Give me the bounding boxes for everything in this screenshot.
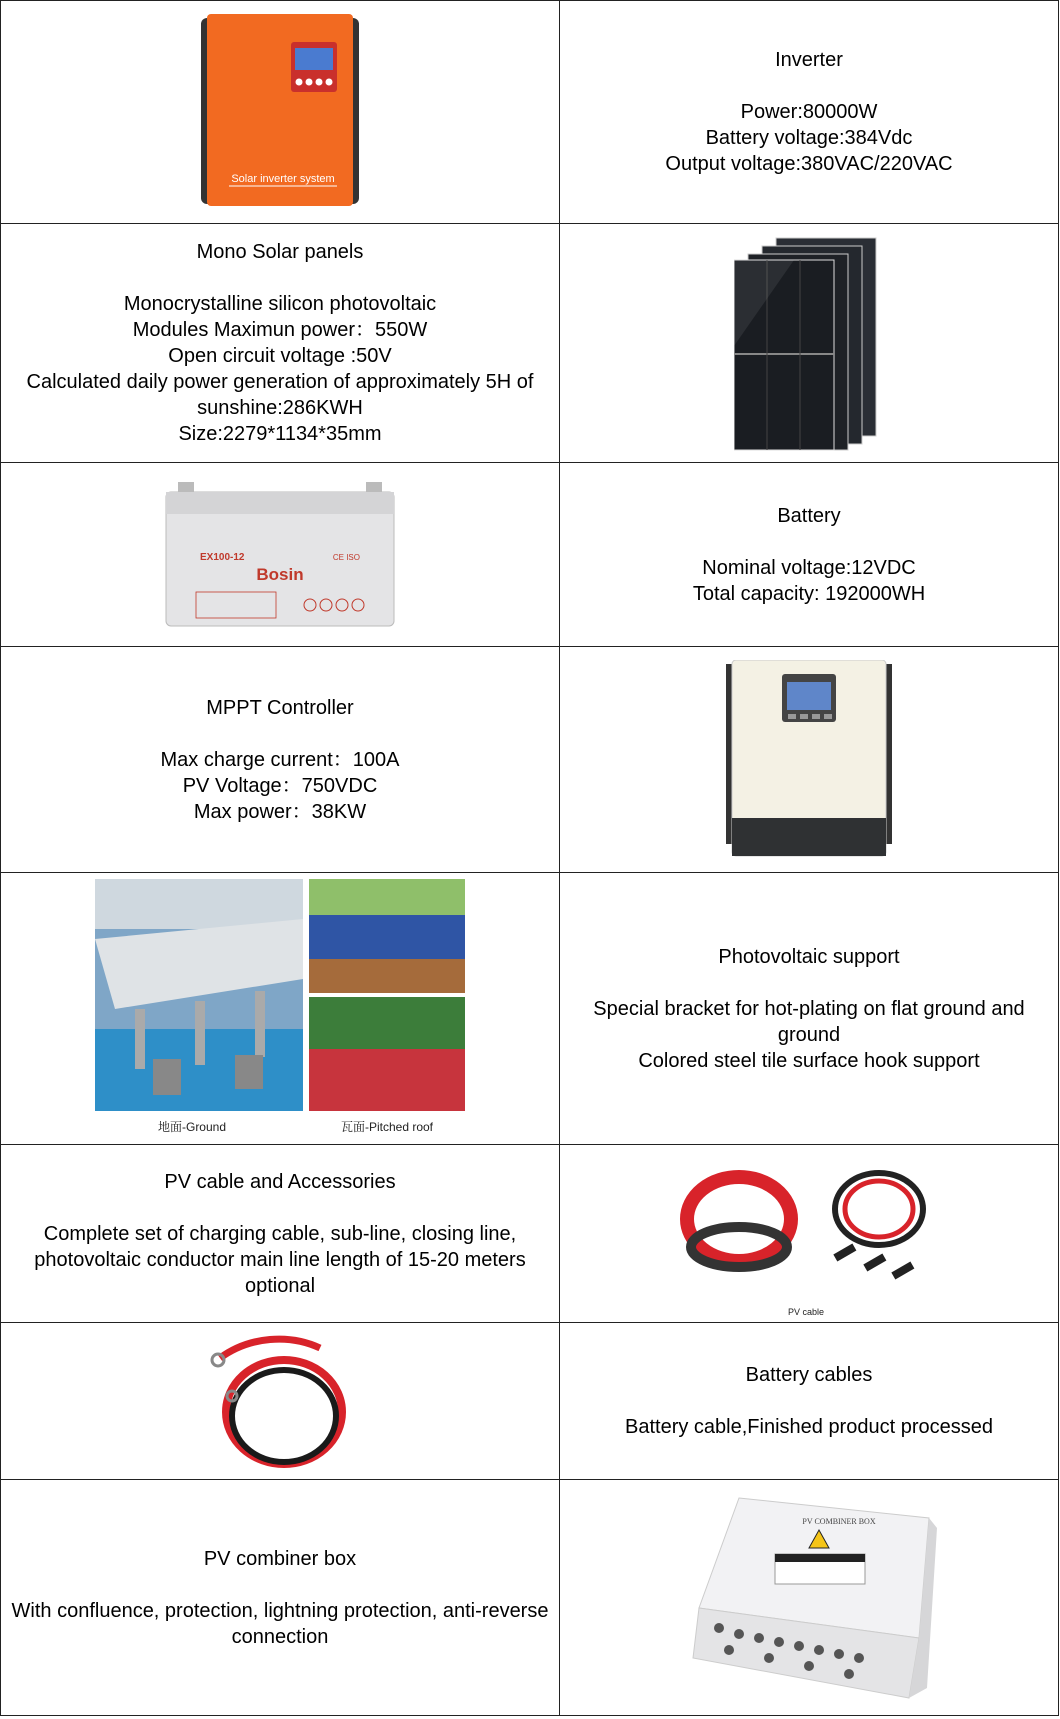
row-mppt (1, 647, 1059, 873)
solar-panels-image (734, 236, 884, 451)
pv-cable-image (674, 1149, 944, 1319)
inverter-image (195, 12, 365, 212)
combiner-image-cell (560, 1480, 1059, 1716)
panels-title: Mono Solar panels (196, 241, 364, 263)
batcable-line: Battery cable,Finished product processed (625, 1416, 993, 1438)
row-support (1, 873, 1059, 1145)
battery-brand: Bosin (256, 564, 304, 584)
inverter-line: Output voltage:380VAC/220VAC (665, 153, 953, 175)
pvcable-title: PV cable and Accessories (164, 1170, 396, 1193)
battery-line: Nominal voltage:12VDC (702, 556, 916, 579)
pv-support-image (95, 879, 465, 1139)
panels-text-cell (1, 224, 560, 463)
panels-image-cell (560, 224, 1059, 463)
batcable-image-cell (1, 1323, 560, 1480)
mppt-image-cell (560, 647, 1059, 873)
row-solar-panels (1, 224, 1059, 463)
battery-marks: CE ISO (332, 552, 360, 562)
combiner-text-cell (1, 1480, 560, 1716)
mppt-line: PV Voltage：750VDC (182, 774, 378, 797)
mppt-line: Max charge current：100A (160, 748, 400, 771)
pvcable-text-cell (1, 1145, 560, 1323)
row-inverter (1, 1, 1059, 224)
battery-line: Total capacity: 192000WH (692, 582, 926, 605)
support-text-cell (560, 873, 1059, 1145)
battery-model: EX100-12 (200, 551, 245, 563)
inverter-line: Power:80000W (740, 101, 878, 123)
combiner-title: PV combiner box (203, 1547, 357, 1570)
panels-line: Size:2279*1134*35mm (178, 423, 382, 445)
row-battery (1, 463, 1059, 647)
row-pv-cable (1, 1145, 1059, 1323)
support-image-cell (1, 873, 560, 1145)
inverter-text-cell (560, 1, 1059, 224)
support-line: Special bracket for hot-plating on flat ground and ground (593, 997, 1025, 1046)
panels-line: Monocrystalline silicon photovoltaic (123, 293, 437, 315)
combiner-box-image (679, 1488, 939, 1708)
panels-line: Calculated daily power generation of approximately 5H of sunshine:286KWH (26, 371, 534, 419)
battery-text-cell (560, 463, 1059, 647)
inverter-line: Battery voltage:384Vdc (705, 127, 913, 149)
inverter-image-cell (1, 1, 560, 224)
batcable-title: Battery cables (745, 1364, 873, 1386)
pvcable-image-cell (560, 1145, 1059, 1323)
inverter-label: Solar inverter system (231, 173, 335, 185)
mppt-controller-image (724, 660, 894, 860)
mppt-line: Max power：38KW (193, 800, 367, 823)
pvcable-line: Complete set of charging cable, sub-line, closing line, photovoltaic conductor main line length of 15-20 meters optional (34, 1222, 526, 1297)
row-battery-cables (1, 1323, 1059, 1480)
battery-image (160, 480, 400, 630)
combiner-label: PV COMBINER BOX (802, 1516, 876, 1526)
row-combiner (1, 1480, 1059, 1716)
battery-title: Battery (777, 504, 841, 527)
panels-line: Modules Maximun power：550W (132, 319, 428, 341)
mppt-title: MPPT Controller (206, 696, 354, 719)
inverter-title: Inverter (775, 49, 843, 71)
panels-line: Open circuit voltage :50V (168, 345, 392, 367)
battery-image-cell (1, 463, 560, 647)
mppt-text-cell (1, 647, 560, 873)
caption-pv-cable: PV cable (787, 1306, 825, 1317)
battery-cables-image (200, 1328, 360, 1474)
support-title: Photovoltaic support (718, 945, 900, 968)
combiner-line: With confluence, protection, lightning protection, anti-reverse connection (11, 1599, 549, 1648)
caption-pitched-roof: 瓦面-Pitched roof (340, 1119, 434, 1134)
caption-ground: 地面-Ground (157, 1119, 227, 1134)
batcable-text-cell (560, 1323, 1059, 1480)
support-line: Colored steel tile surface hook support (638, 1049, 980, 1072)
